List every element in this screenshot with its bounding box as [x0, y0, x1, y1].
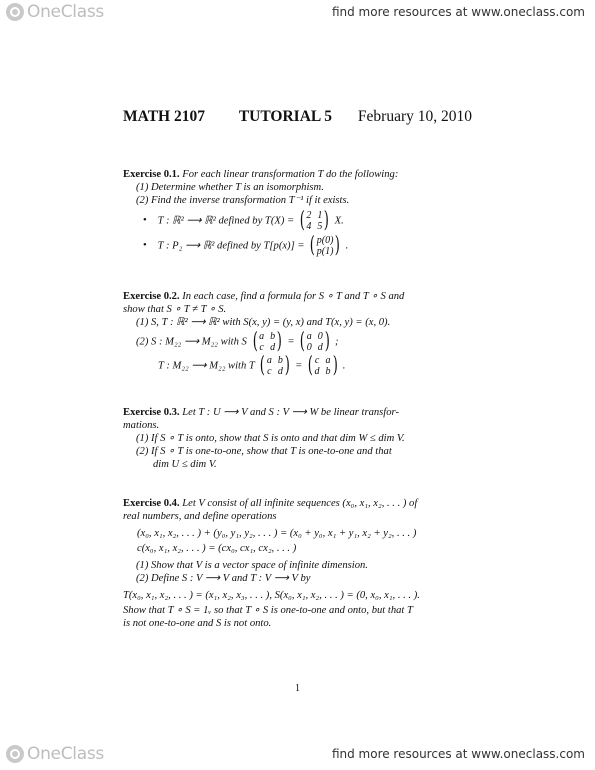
promo-link[interactable]: find more resources at www.oneclass.com [331, 747, 585, 761]
matrix-entry: d [317, 342, 323, 353]
matrix-entry: a [266, 355, 272, 366]
tutorial-date: February 10, 2010 [357, 108, 472, 125]
matrix-entry: 2 [306, 210, 312, 221]
exercise-0-3 [123, 406, 475, 471]
exercise-heading [123, 497, 475, 510]
exercise-title: Exercise 0.2. [123, 291, 180, 302]
item-text-end: . [342, 360, 346, 372]
exercise-item: (1) Determine whether T is an isomorphism. [136, 182, 324, 193]
exercise-item: (1) S, T : ℝ² ⟶ ℝ² with S(x, y) = (y, x) and T(x, y) = (x, 0). [136, 317, 391, 328]
exercise-intro: For each linear transformation T do the following: [182, 169, 399, 180]
exercise-closing: is not one-to-one and S is not onto. [123, 618, 272, 629]
matrix: ( a b c d ) [252, 329, 282, 354]
item-text: T : M₂₂ ⟶ M₂₂ with T [158, 360, 255, 372]
display-equation: T(x₀, x₁, x₂, . . . ) = (x₁, x₂, x₃, . . . ), S(x₀, x₁, x₂, . . . ) = (0, x₀, x₁, . . . ). [123, 590, 420, 601]
item-text: (2) S : M₂₂ ⟶ M₂₂ with S [136, 336, 247, 348]
exercise-0-1 [123, 168, 475, 257]
matrix-entry: b [270, 331, 276, 342]
matrix: ( c a d b ) [307, 353, 338, 378]
exercise-heading [123, 406, 475, 419]
matrix-entry: 4 [306, 221, 312, 232]
oneclass-logo[interactable] [6, 2, 104, 22]
exercise-title: Exercise 0.1. [123, 169, 180, 180]
matrix-entry: 0 [317, 331, 323, 342]
bullet-text-end: . [345, 240, 349, 252]
page-number: 1 [295, 683, 300, 694]
vector-entry: p(1) [316, 246, 334, 257]
exercise-title: Exercise 0.4. [123, 498, 180, 509]
exercise-item [123, 355, 475, 377]
exercise-title: Exercise 0.3. [123, 407, 180, 418]
exercise-intro-cont: real numbers, and define operations [123, 511, 277, 522]
matrix-entry: b [277, 355, 283, 366]
exercise-heading [123, 168, 475, 181]
matrix: ( a b c d ) [260, 353, 290, 378]
matrix-entry: d [277, 366, 283, 377]
tutorial-title: TUTORIAL 5 [238, 108, 333, 125]
display-equation: c(x₀, x₁, x₂, . . . ) = (cx₀, cx₁, cx₂, . . . ) [137, 543, 297, 554]
exercise-intro: Let V consist of all infinite sequences (x₀, x₁, x₂, . . . ) of [182, 498, 418, 509]
exercise-item-cont: dim U ≤ dim V. [153, 459, 217, 470]
exercise-intro-cont: mations. [123, 420, 160, 431]
bullet-icon: • [143, 215, 147, 227]
display-equation: (x₀, x₁, x₂, . . . ) + (y₀, y₁, y₂, . . . ) = (x₀ + y₀, x₁ + y₁, x₂ + y₂, . . . ) [137, 528, 417, 539]
equals-sign: = [295, 360, 303, 372]
exercise-item [123, 331, 475, 353]
matrix: ( 2 1 4 5 ) [299, 208, 330, 233]
oneclass-logo[interactable] [6, 744, 104, 764]
bullet-icon: • [143, 240, 147, 252]
bullet-item [123, 235, 475, 257]
matrix-entry: c [267, 366, 272, 377]
bullet-text-end: X. [334, 215, 344, 227]
exercise-0-4 [123, 497, 475, 630]
exercise-item: (2) Find the inverse transformation T⁻¹ if it exists. [136, 195, 350, 206]
exercise-intro: Let T : U ⟶ V and S : V ⟶ W be linear transfor- [182, 407, 399, 418]
matrix-entry: a [325, 355, 331, 366]
bullet-text: T : P₂ ⟶ ℝ² defined by T[p(x)] = [157, 240, 305, 252]
exercise-0-2 [123, 290, 475, 377]
column-vector: ( p(0) p(1) ) [309, 233, 341, 258]
matrix-entry: c [259, 342, 264, 353]
exercise-heading [123, 290, 475, 303]
bullet-item [123, 210, 475, 232]
matrix-entry: c [314, 355, 320, 366]
exercise-item: (2) If S ∘ T is one-to-one, show that T is one-to-one and that [136, 446, 392, 457]
oneclass-badge-icon [6, 745, 24, 763]
logo-text: OneClass [27, 2, 104, 22]
matrix-entry: 1 [317, 210, 323, 221]
document-header [0, 108, 595, 126]
exercise-item: (1) If S ∘ T is onto, show that S is onto and that dim W ≤ dim V. [136, 433, 405, 444]
matrix-entry: b [325, 366, 331, 377]
matrix-entry: 5 [317, 221, 323, 232]
exercise-item: (1) Show that V is a vector space of infinite dimension. [136, 560, 368, 571]
vector-entry: p(0) [316, 235, 334, 246]
bullet-text: T : ℝ² ⟶ ℝ² defined by T(X) = [157, 215, 295, 227]
course-code: MATH 2107 [123, 108, 205, 125]
matrix-entry: a [306, 331, 312, 342]
matrix-entry: d [270, 342, 276, 353]
logo-text: OneClass [27, 744, 104, 764]
bottom-branding-bar [0, 742, 595, 766]
top-branding-bar [0, 0, 595, 24]
exercise-closing: Show that T ∘ S = 1ᵥ so that T ∘ S is one-to-one and onto, but that T [123, 605, 413, 616]
matrix-entry: a [259, 331, 265, 342]
item-text-end: ; [335, 336, 339, 348]
exercise-intro: In each case, find a formula for S ∘ T and T ∘ S and [182, 291, 405, 302]
oneclass-badge-icon [6, 3, 24, 21]
exercise-intro-cont: show that S ∘ T ≠ T ∘ S. [123, 304, 227, 315]
exercise-item: (2) Define S : V ⟶ V and T : V ⟶ V by [136, 573, 311, 584]
matrix-entry: 0 [306, 342, 312, 353]
promo-link[interactable]: find more resources at www.oneclass.com [331, 5, 585, 19]
matrix: ( a 0 0 d ) [299, 329, 330, 354]
equals-sign: = [287, 336, 295, 348]
matrix-entry: d [314, 366, 320, 377]
